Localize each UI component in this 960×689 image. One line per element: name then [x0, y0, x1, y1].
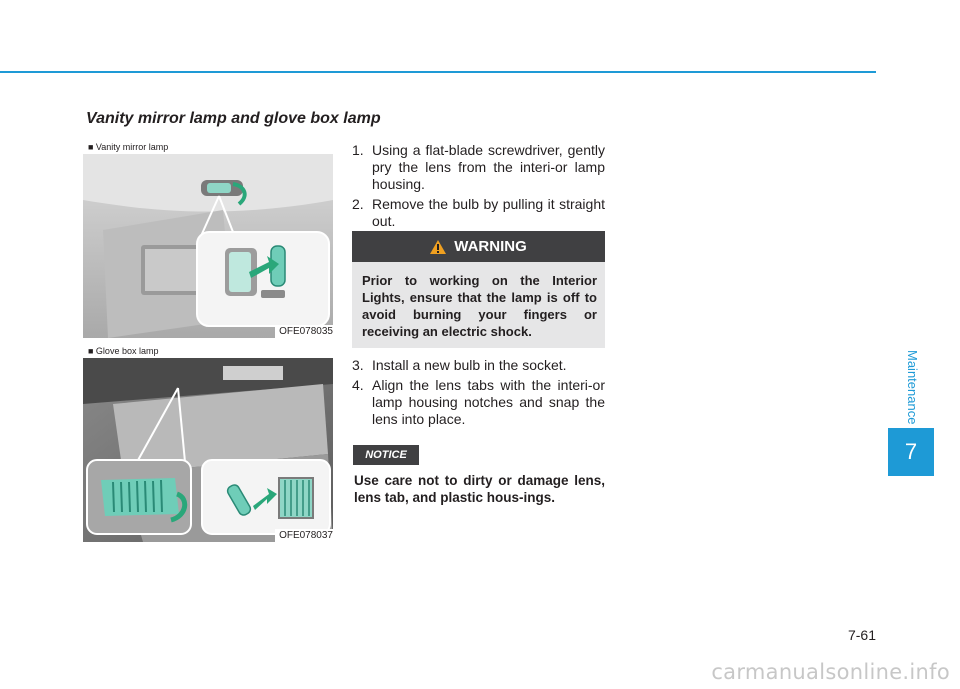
- figure-glove-box-lamp: [83, 344, 333, 542]
- list-item: [352, 142, 605, 193]
- step-text: Align the lens tabs with the interi-or lamp housing notches and snap the lens into place.: [372, 377, 605, 427]
- chapter-tab-number[interactable]: 7: [888, 428, 934, 476]
- glove-box-illustration: [83, 344, 333, 542]
- figure-code: OFE078035: [275, 325, 333, 338]
- steps-list-removal: [352, 142, 605, 233]
- step-text: Remove the bulb by pulling it straight out.: [372, 196, 605, 229]
- figure-caption: ■ Vanity mirror lamp: [83, 140, 333, 154]
- step-number: 4.: [352, 377, 364, 393]
- warning-header: [352, 231, 605, 262]
- section-title: Vanity mirror lamp and glove box lamp: [86, 110, 381, 127]
- side-tab-label[interactable]: Maintenance: [905, 349, 920, 425]
- list-item: [352, 357, 605, 374]
- warning-triangle-icon: [430, 240, 446, 254]
- page-number: 7-61: [847, 627, 876, 643]
- figure-code: OFE078037: [275, 529, 333, 542]
- notice-text: Use care not to dirty or damage lens, lens tab, and plastic hous-ings.: [354, 473, 605, 505]
- list-item: [352, 196, 605, 230]
- figure-caption: ■ Glove box lamp: [83, 344, 333, 358]
- steps-list-install: [352, 357, 605, 431]
- site-watermark: carmanualsonline.info: [711, 660, 950, 684]
- figure-vanity-mirror-lamp: [83, 140, 333, 338]
- list-item: [352, 377, 605, 428]
- step-number: 1.: [352, 142, 364, 158]
- vanity-mirror-illustration: [83, 140, 333, 338]
- step-text: Using a flat-blade screwdriver, gently pry the lens from the interi-or lamp housing.: [372, 142, 605, 192]
- warning-box: [352, 231, 605, 348]
- step-number: 3.: [352, 357, 364, 373]
- step-number: 2.: [352, 196, 364, 212]
- step-text: Install a new bulb in the socket.: [372, 357, 567, 373]
- warning-label: WARNING: [454, 238, 527, 255]
- notice-badge: NOTICE: [353, 445, 419, 465]
- top-rule: [0, 71, 876, 73]
- warning-text: Prior to working on the Interior Lights, ensure that the lamp is off to avoid burning your fingers or receiving an electric shock.: [352, 262, 605, 348]
